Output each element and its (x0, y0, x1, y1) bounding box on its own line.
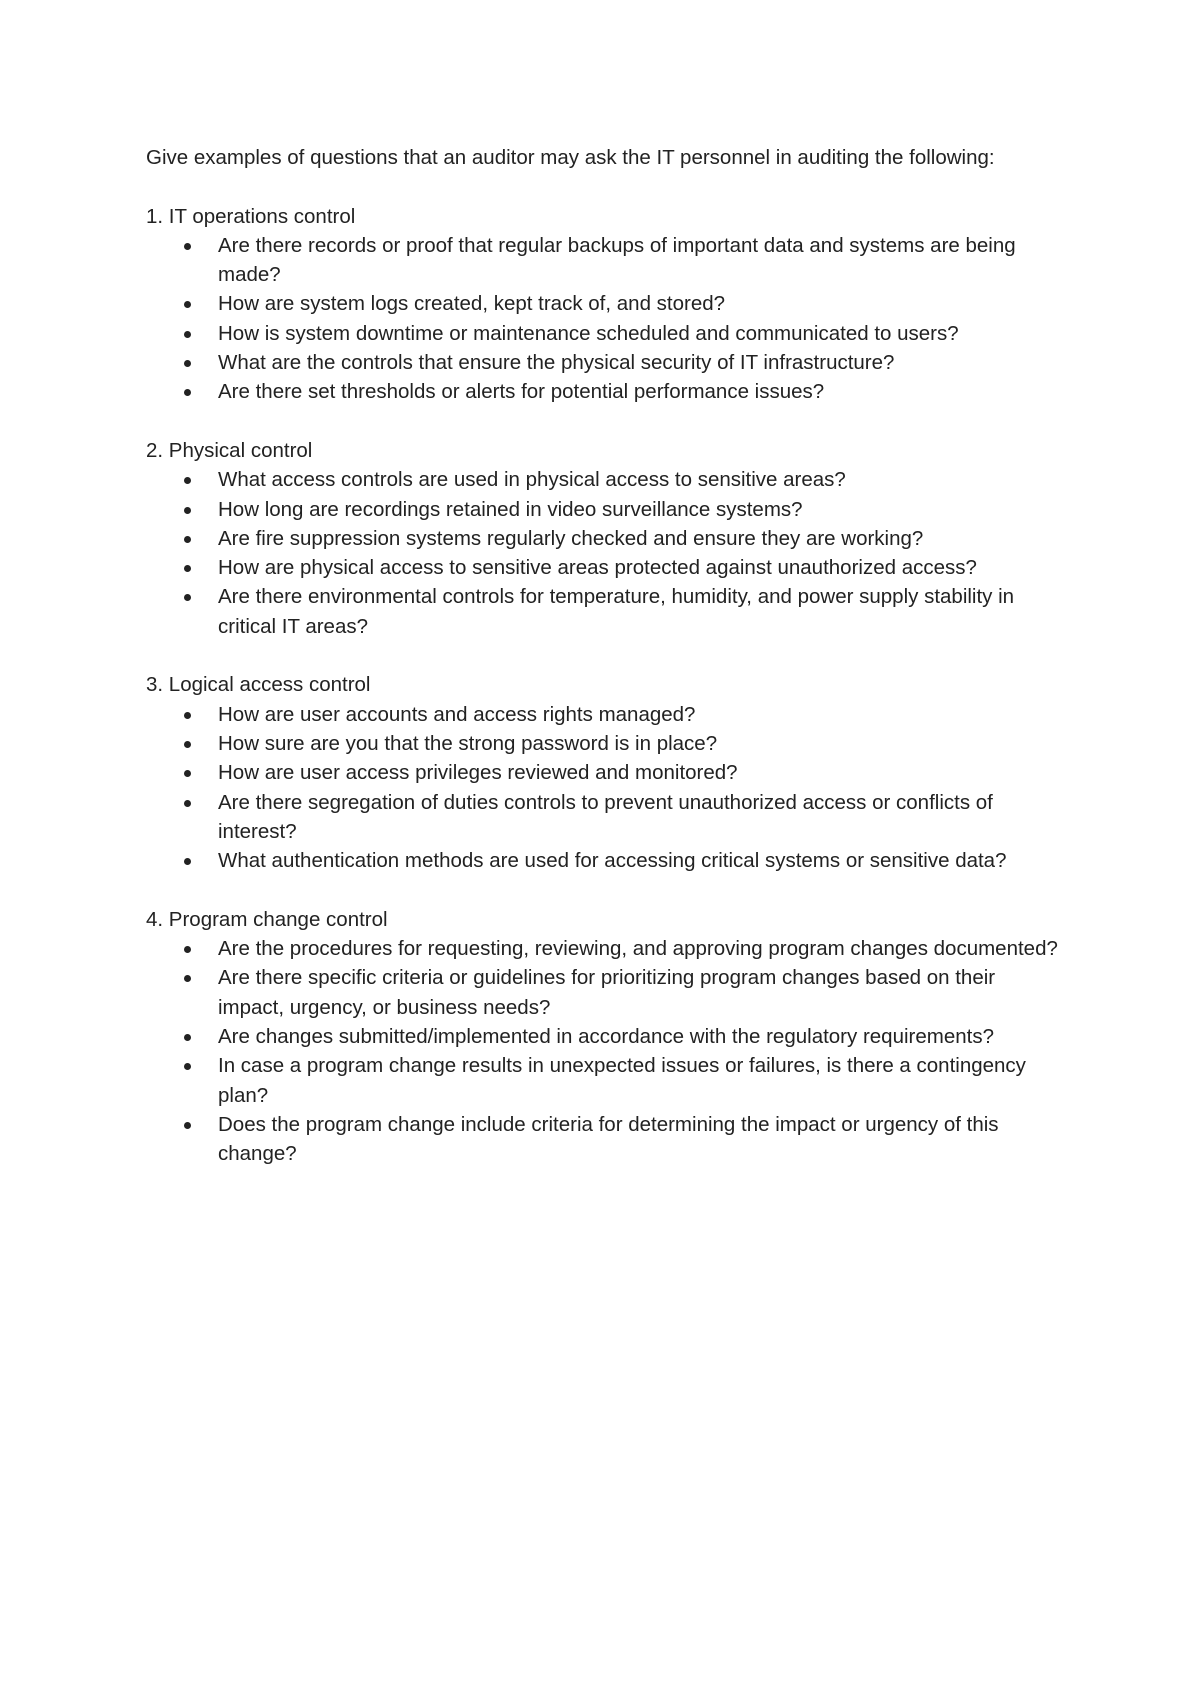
section-program-change (146, 905, 1066, 1169)
list-item (218, 846, 1066, 875)
question-list (146, 934, 1066, 1168)
bullet-icon (184, 1063, 191, 1070)
list-item (218, 788, 1066, 847)
bullet-icon (184, 477, 191, 484)
question-text: How long are recordings retained in video surveillance systems? (218, 497, 803, 521)
section-it-operations (146, 202, 1066, 407)
list-item (218, 1110, 1066, 1169)
bullet-icon (184, 536, 191, 543)
question-text: How are user access privileges reviewed and monitored? (218, 761, 738, 785)
bullet-icon (184, 243, 191, 250)
bullet-icon (184, 331, 191, 338)
question-list (146, 700, 1066, 876)
question-text: How are physical access to sensitive areas protected against unauthorized access? (218, 556, 977, 580)
question-text: Are there specific criteria or guidelines for prioritizing program changes based on their impact, urgency, or business needs? (218, 966, 996, 1019)
list-item (218, 963, 1066, 1022)
bullet-icon (184, 800, 191, 807)
question-text: What are the controls that ensure the physical security of IT infrastructure? (218, 351, 895, 375)
bullet-icon (184, 594, 191, 601)
question-text: Are there segregation of duties controls to prevent unauthorized access or conflicts of interest? (218, 790, 993, 843)
bullet-icon (184, 858, 191, 865)
question-text: Are there environmental controls for temperature, humidity, and power supply stability in critical IT areas? (218, 585, 1015, 638)
list-item (218, 377, 1066, 406)
question-list (146, 465, 1066, 641)
list-item (218, 319, 1066, 348)
document-body (146, 143, 1066, 1168)
question-text: In case a program change results in unexpected issues or failures, is there a contingency plan? (218, 1054, 1026, 1107)
bullet-icon (184, 360, 191, 367)
bullet-icon (184, 389, 191, 396)
question-text: How is system downtime or maintenance scheduled and communicated to users? (218, 321, 959, 345)
list-item (218, 758, 1066, 787)
question-text: Are changes submitted/implemented in accordance with the regulatory requirements? (218, 1024, 994, 1048)
list-item (218, 700, 1066, 729)
list-item (218, 582, 1066, 641)
intro-paragraph: Give examples of questions that an auditor may ask the IT personnel in auditing the following: (146, 146, 995, 169)
bullet-icon (184, 1034, 191, 1041)
question-text: Does the program change include criteria for determining the impact or urgency of this change? (218, 1112, 999, 1166)
bullet-icon (184, 946, 191, 953)
list-item (218, 934, 1066, 963)
section-title: 3. Logical access control (146, 673, 371, 697)
bullet-icon (184, 565, 191, 572)
list-item (218, 348, 1066, 377)
bullet-icon (184, 1122, 191, 1129)
question-list (146, 231, 1066, 407)
list-item (218, 289, 1066, 318)
bullet-icon (184, 507, 191, 514)
section-physical (146, 436, 1066, 641)
bullet-icon (184, 712, 191, 719)
list-item (218, 729, 1066, 758)
question-text: What authentication methods are used for accessing critical systems or sensitive data? (218, 849, 1007, 873)
bullet-icon (184, 301, 191, 308)
bullet-icon (184, 741, 191, 748)
question-text: What access controls are used in physical access to sensitive areas? (218, 468, 846, 492)
question-text: How are system logs created, kept track of, and stored? (218, 292, 726, 316)
section-logical-access (146, 670, 1066, 875)
list-item (218, 1022, 1066, 1051)
section-title: 2. Physical control (146, 438, 313, 462)
question-text: Are the procedures for requesting, reviewing, and approving program changes documented? (218, 937, 1058, 961)
list-item (218, 553, 1066, 582)
question-text: Are there records or proof that regular backups of important data and systems are being made? (218, 233, 1016, 287)
bullet-icon (184, 975, 191, 982)
section-title: 1. IT operations control (146, 204, 356, 228)
list-item (218, 524, 1066, 553)
bullet-icon (184, 770, 191, 777)
question-text: Are fire suppression systems regularly checked and ensure they are working? (218, 526, 924, 550)
list-item (218, 1051, 1066, 1110)
list-item (218, 495, 1066, 524)
list-item (218, 231, 1066, 290)
question-text: How are user accounts and access rights managed? (218, 702, 696, 726)
section-title: 4. Program change control (146, 907, 388, 931)
list-item (218, 465, 1066, 494)
question-text: How sure are you that the strong password is in place? (218, 731, 718, 755)
question-text: Are there set thresholds or alerts for potential performance issues? (218, 380, 825, 404)
